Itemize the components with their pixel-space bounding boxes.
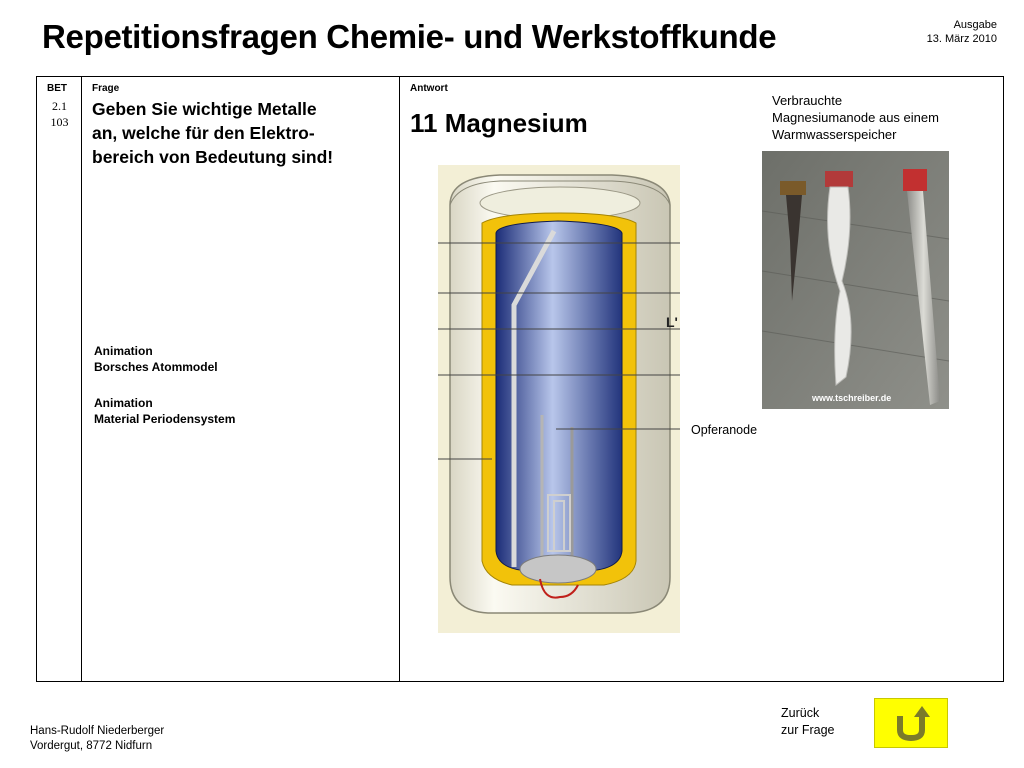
animation-link-title: Borsches Atommodel bbox=[94, 360, 218, 374]
edition-date: 13. März 2010 bbox=[926, 33, 997, 45]
frage-column bbox=[82, 77, 400, 681]
question-line: bereich von Bedeutung sind! bbox=[92, 147, 334, 167]
photo-watermark: www.tschreiber.de bbox=[812, 393, 892, 403]
caption-line: Verbrauchte bbox=[772, 93, 843, 108]
bet-column bbox=[37, 77, 82, 681]
water-heater-cutaway-image bbox=[438, 165, 680, 633]
caption-line: Warmwasserspeicher bbox=[772, 127, 897, 142]
animation-link-atom-model[interactable] bbox=[94, 343, 218, 375]
bet-number-chapter: 2.1 bbox=[52, 99, 67, 113]
question-line: Geben Sie wichtige Metalle bbox=[92, 99, 317, 119]
back-button[interactable] bbox=[874, 698, 948, 748]
answer-title: 11 Magnesium bbox=[410, 108, 588, 138]
animation-link-periodic-table[interactable] bbox=[94, 395, 235, 427]
opferanode-label: Opferanode bbox=[691, 423, 758, 437]
u-turn-arrow-icon bbox=[892, 704, 930, 742]
author-address: Vordergut, 8772 Nidfurn bbox=[30, 740, 153, 752]
author-name: Hans-Rudolf Niederberger bbox=[30, 725, 165, 737]
antwort-label: Antwort bbox=[410, 83, 448, 94]
bet-number-question: 103 bbox=[50, 115, 69, 129]
question-table bbox=[36, 76, 1004, 682]
bet-label: BET bbox=[47, 83, 67, 94]
heater-side-mark: L' bbox=[666, 314, 678, 330]
caption-line: Magnesiumanode aus einem bbox=[772, 110, 939, 125]
question-line: an, welche für den Elektro- bbox=[92, 123, 315, 143]
edition-label: Ausgabe bbox=[953, 19, 997, 31]
frage-label: Frage bbox=[92, 83, 120, 94]
question-text bbox=[92, 97, 392, 169]
back-line-1: Zurück bbox=[781, 706, 820, 720]
animation-link-label: Animation bbox=[94, 344, 153, 358]
back-line-2: zur Frage bbox=[781, 723, 835, 737]
used-anodes-photo bbox=[762, 151, 949, 409]
animation-link-title: Material Periodensystem bbox=[94, 412, 236, 426]
animation-link-label: Animation bbox=[94, 396, 153, 410]
edition-info bbox=[927, 18, 997, 46]
page-title: Repetitionsfragen Chemie- und Werkstoffkunde bbox=[42, 18, 777, 55]
anode-photo-caption bbox=[772, 92, 939, 143]
back-to-question-link[interactable] bbox=[781, 705, 835, 739]
antwort-column bbox=[400, 77, 1003, 681]
author-info bbox=[30, 724, 164, 754]
